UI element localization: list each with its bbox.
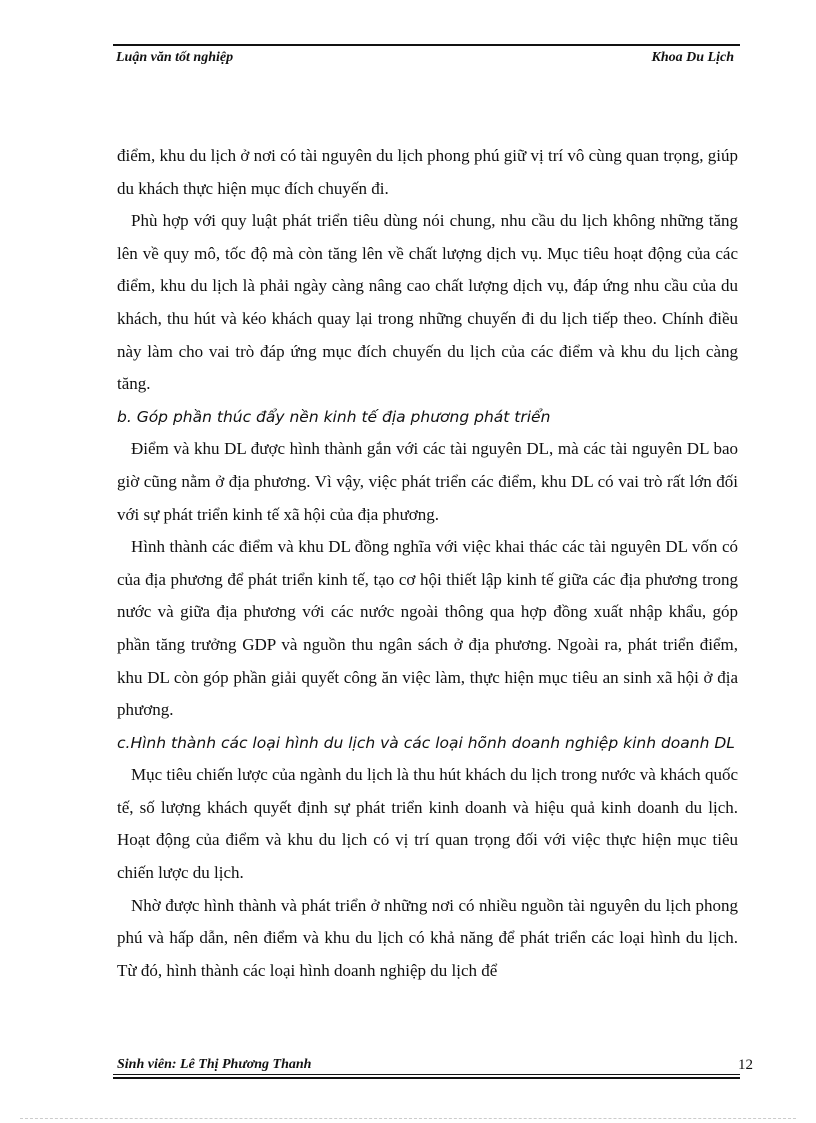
page-number: 12 — [738, 1057, 753, 1073]
page-header — [113, 48, 740, 70]
paragraph-6: Nhờ được hình thành và phát triển ở những nơi có nhiều nguồn tài nguyên du lịch phong phú và hấp dẫn, nên điểm và khu du lịch có khả năng để phát triển các loại hình du lịch. Từ đó, hình thành các loại hình doanh nghiệp du lịch để — [117, 895, 738, 980]
header-faculty: Khoa Du Lịch — [651, 50, 734, 65]
footer-rule-bottom — [113, 1077, 740, 1079]
footer-student-name: Sinh viên: Lê Thị Phương Thanh — [117, 1057, 312, 1072]
paragraph-3: Điểm và khu DL được hình thành gắn với các tài nguyên DL, mà các tài nguyên DL bao giờ cũng nằm ở địa phương. Vì vậy, việc phát triển các điểm, khu DL có vai trò rất lớn đối với sự phát triển kinh tế xã hội của địa phương. — [117, 439, 738, 524]
paragraph-4: Hình thành các điểm và khu DL đồng nghĩa với việc khai thác các tài nguyên DL vốn có của địa phương để phát triển kinh tế, tạo cơ hội thiết lập kinh tế giữa các địa phương trong nước và giữa địa phương với các nước ngoài thông qua hợp đồng xuất nhập khẩu, góp phần tăng trưởng GDP và nguồn thu ngân sách ở địa phương. Ngoài ra, phát triển điểm, khu DL còn góp phần giải quyết công ăn việc làm, thực hiện mục tiêu an sinh xã hội ở địa phương. — [117, 537, 738, 720]
page-edge-divider — [20, 1118, 796, 1119]
body-text — [117, 140, 738, 987]
paragraph-1: điểm, khu du lịch ở nơi có tài nguyên du lịch phong phú giữ vị trí vô cùng quan trọng, giúp du khách thực hiện mục đích chuyến đi. — [117, 146, 738, 198]
footer-rule-top — [113, 1074, 740, 1075]
section-heading-c: c.Hình thành các loại hình du lịch và các loại hõnh doanh nghiệp kinh doanh DL — [117, 733, 735, 752]
header-thesis-title: Luận văn tốt nghiệp — [116, 50, 234, 65]
paragraph-2: Phù hợp với quy luật phát triển tiêu dùng nói chung, nhu cầu du lịch không những tăng lên về quy mô, tốc độ mà còn tăng lên về chất lượng dịch vụ. Mục tiêu hoạt động của các điểm, khu du lịch là phải ngày càng nâng cao chất lượng dịch vụ, đáp ứng nhu cầu của du khách, thu hút và kéo khách quay lại trong những chuyến đi du lịch tiếp theo. Chính điều này làm cho vai trò đáp ứng mục đích chuyến du lịch của các điểm và khu du lịch càng tăng. — [117, 211, 738, 394]
paragraph-5: Mục tiêu chiến lược của ngành du lịch là thu hút khách du lịch trong nước và khách quốc tế, số lượng khách quyết định sự phát triển kinh doanh và hiệu quả kinh doanh du lịch. Hoạt động của điểm và khu du lịch có vị trí quan trọng đối với việc thực hiện mục tiêu chiến lược du lịch. — [117, 765, 738, 883]
section-heading-b: b. Góp phần thúc đẩy nền kinh tế địa phương phát triển — [117, 407, 551, 426]
header-rule — [113, 44, 740, 46]
